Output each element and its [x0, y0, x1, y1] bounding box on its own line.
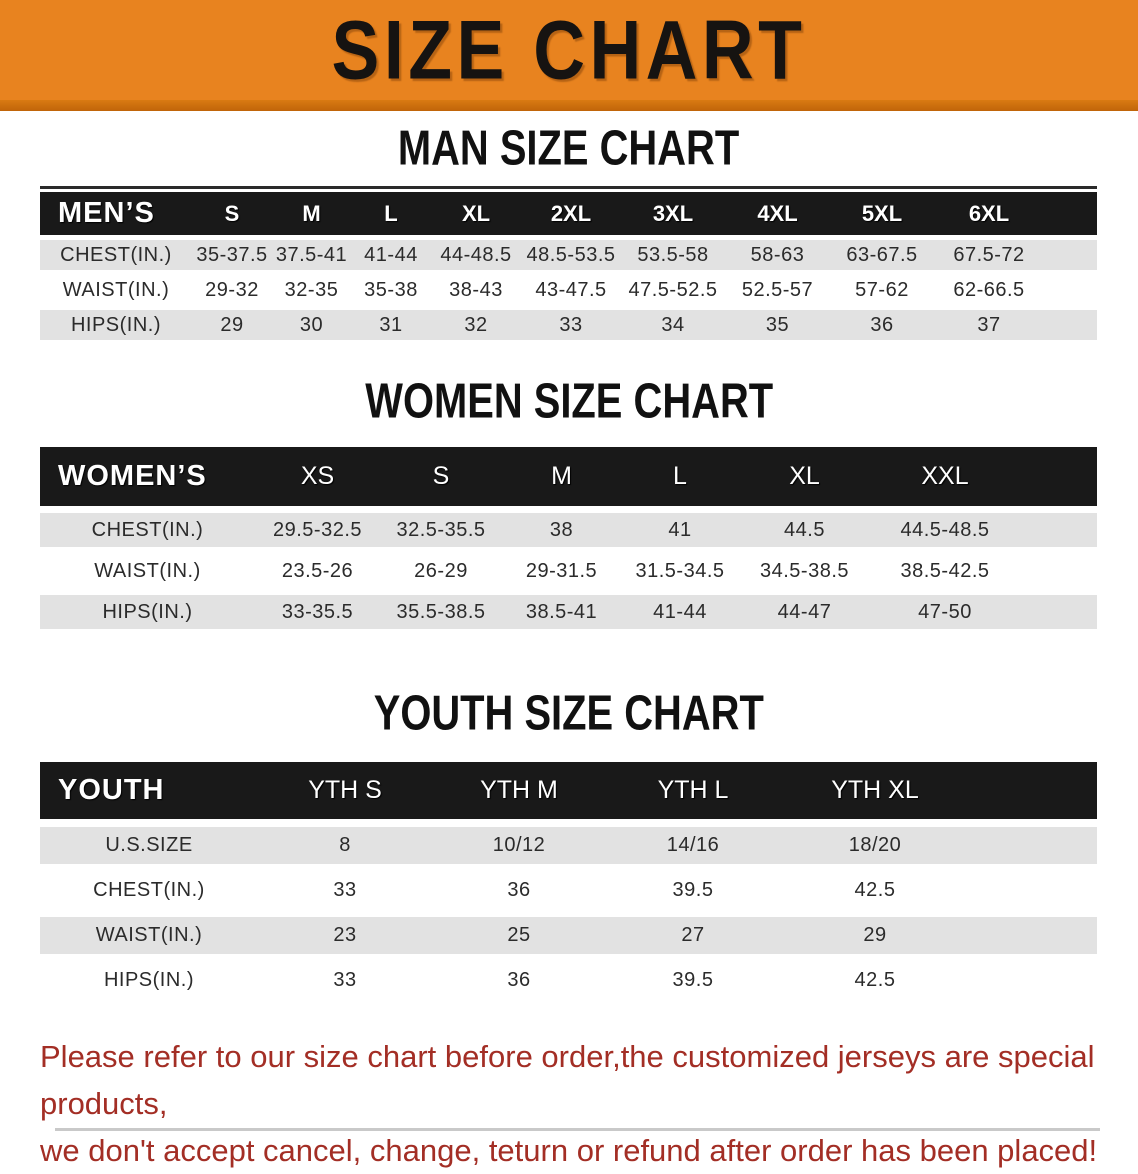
women-size-table — [40, 440, 1097, 636]
size-value: 27 — [606, 917, 780, 954]
men-chest-row — [40, 240, 1097, 270]
size-value: 35-38 — [351, 275, 431, 305]
size-value: 52.5-57 — [725, 275, 830, 305]
women-size-header: S — [380, 447, 502, 506]
row-label: WAIST(IN.) — [40, 554, 255, 588]
men-size-header: 4XL — [725, 192, 830, 235]
size-value: 39.5 — [606, 872, 780, 909]
size-value: 29-31.5 — [502, 554, 621, 588]
women-hips-row — [40, 595, 1097, 629]
men-header-row — [40, 192, 1097, 235]
women-section-heading — [0, 374, 1138, 430]
size-value-filler — [970, 872, 1097, 909]
size-value: 26-29 — [380, 554, 502, 588]
size-value: 44.5-48.5 — [870, 513, 1020, 547]
size-value: 29 — [192, 310, 272, 340]
bottom-divider — [55, 1128, 1100, 1131]
women-group-label: WOMEN’S — [40, 447, 255, 506]
banner-title: SIZE CHART — [331, 3, 807, 97]
men-size-table — [40, 187, 1097, 345]
size-value: 29.5-32.5 — [255, 513, 380, 547]
size-value: 35 — [725, 310, 830, 340]
size-value: 38 — [502, 513, 621, 547]
row-label: HIPS(IN.) — [40, 595, 255, 629]
size-chart-banner — [0, 0, 1138, 100]
women-size-header: L — [621, 447, 739, 506]
size-value: 29 — [780, 917, 970, 954]
men-header-filler — [1044, 192, 1097, 235]
youth-size-header: YTH XL — [780, 762, 970, 819]
row-label: CHEST(IN.) — [40, 240, 192, 270]
size-value: 18/20 — [780, 827, 970, 864]
size-value: 41-44 — [351, 240, 431, 270]
size-value: 35.5-38.5 — [380, 595, 502, 629]
youth-header-row — [40, 762, 1097, 819]
footer-notice — [40, 1033, 1120, 1174]
size-value: 37 — [934, 310, 1044, 340]
youth-ussize-row — [40, 827, 1097, 864]
men-section-heading — [0, 121, 1138, 177]
youth-hips-row — [40, 962, 1097, 999]
size-value: 29-32 — [192, 275, 272, 305]
men-size-header: 3XL — [621, 192, 725, 235]
size-value: 41 — [621, 513, 739, 547]
size-value: 23 — [258, 917, 432, 954]
row-label: HIPS(IN.) — [40, 962, 258, 999]
women-size-header: XXL — [870, 447, 1020, 506]
size-value: 42.5 — [780, 962, 970, 999]
size-value: 62-66.5 — [934, 275, 1044, 305]
size-value-filler — [970, 827, 1097, 864]
size-value: 42.5 — [780, 872, 970, 909]
youth-section-heading — [0, 686, 1138, 742]
youth-group-label: YOUTH — [40, 762, 258, 819]
youth-header-filler — [970, 762, 1097, 819]
men-size-header: L — [351, 192, 431, 235]
size-value-filler — [970, 962, 1097, 999]
youth-size-table — [40, 754, 1097, 1007]
size-value: 8 — [258, 827, 432, 864]
youth-chest-row — [40, 872, 1097, 909]
row-label: WAIST(IN.) — [40, 275, 192, 305]
women-chest-row — [40, 513, 1097, 547]
row-label: CHEST(IN.) — [40, 872, 258, 909]
size-value: 47-50 — [870, 595, 1020, 629]
size-value-filler — [1044, 240, 1097, 270]
size-value: 32.5-35.5 — [380, 513, 502, 547]
size-value: 35-37.5 — [192, 240, 272, 270]
size-value: 47.5-52.5 — [621, 275, 725, 305]
size-value: 38.5-41 — [502, 595, 621, 629]
size-value: 48.5-53.5 — [521, 240, 621, 270]
size-value-filler — [1044, 310, 1097, 340]
men-size-header: M — [272, 192, 351, 235]
women-size-header: XS — [255, 447, 380, 506]
size-value-filler — [1044, 275, 1097, 305]
women-waist-row — [40, 554, 1097, 588]
men-group-label: MEN’S — [40, 192, 192, 235]
size-value: 38-43 — [431, 275, 521, 305]
size-value: 36 — [432, 962, 606, 999]
size-value: 44-47 — [739, 595, 870, 629]
size-value: 53.5-58 — [621, 240, 725, 270]
size-value: 57-62 — [830, 275, 934, 305]
size-value: 25 — [432, 917, 606, 954]
banner-shadow-strip — [0, 100, 1138, 111]
size-value: 58-63 — [725, 240, 830, 270]
size-value: 31.5-34.5 — [621, 554, 739, 588]
youth-waist-row — [40, 917, 1097, 954]
footer-notice-line1: Please refer to our size chart before order,the customized jerseys are special products, — [40, 1039, 1095, 1121]
women-size-header: M — [502, 447, 621, 506]
size-value: 41-44 — [621, 595, 739, 629]
size-value: 36 — [432, 872, 606, 909]
men-size-header: 2XL — [521, 192, 621, 235]
men-waist-row — [40, 275, 1097, 305]
men-size-header: XL — [431, 192, 521, 235]
men-hips-row — [40, 310, 1097, 340]
size-value: 33 — [258, 872, 432, 909]
size-value: 32-35 — [272, 275, 351, 305]
size-value-filler — [1020, 554, 1097, 588]
women-header-row — [40, 447, 1097, 506]
size-value: 33 — [521, 310, 621, 340]
footer-notice-line2: we don't accept cancel, change, teturn or refund after order has been placed! — [40, 1133, 1098, 1168]
row-label: CHEST(IN.) — [40, 513, 255, 547]
size-value: 32 — [431, 310, 521, 340]
size-value: 37.5-41 — [272, 240, 351, 270]
size-value: 23.5-26 — [255, 554, 380, 588]
men-size-header: 6XL — [934, 192, 1044, 235]
youth-size-header: YTH S — [258, 762, 432, 819]
size-value: 44-48.5 — [431, 240, 521, 270]
row-label: WAIST(IN.) — [40, 917, 258, 954]
size-value: 34.5-38.5 — [739, 554, 870, 588]
size-value: 10/12 — [432, 827, 606, 864]
youth-heading-text: YOUTH SIZE CHART — [373, 686, 765, 742]
size-value: 67.5-72 — [934, 240, 1044, 270]
size-value: 31 — [351, 310, 431, 340]
size-value: 34 — [621, 310, 725, 340]
size-value: 63-67.5 — [830, 240, 934, 270]
size-value: 33 — [258, 962, 432, 999]
women-heading-text: WOMEN SIZE CHART — [365, 374, 773, 430]
men-heading-text: MAN SIZE CHART — [398, 121, 740, 177]
size-value: 14/16 — [606, 827, 780, 864]
size-value-filler — [1020, 595, 1097, 629]
women-size-header: XL — [739, 447, 870, 506]
size-value: 44.5 — [739, 513, 870, 547]
row-label: U.S.SIZE — [40, 827, 258, 864]
women-header-filler — [1020, 447, 1097, 506]
youth-size-header: YTH L — [606, 762, 780, 819]
size-value-filler — [1020, 513, 1097, 547]
size-value: 38.5-42.5 — [870, 554, 1020, 588]
size-value: 39.5 — [606, 962, 780, 999]
youth-size-header: YTH M — [432, 762, 606, 819]
size-value-filler — [970, 917, 1097, 954]
row-label: HIPS(IN.) — [40, 310, 192, 340]
men-size-header: S — [192, 192, 272, 235]
men-size-header: 5XL — [830, 192, 934, 235]
size-value: 33-35.5 — [255, 595, 380, 629]
size-value: 43-47.5 — [521, 275, 621, 305]
size-value: 36 — [830, 310, 934, 340]
size-value: 30 — [272, 310, 351, 340]
